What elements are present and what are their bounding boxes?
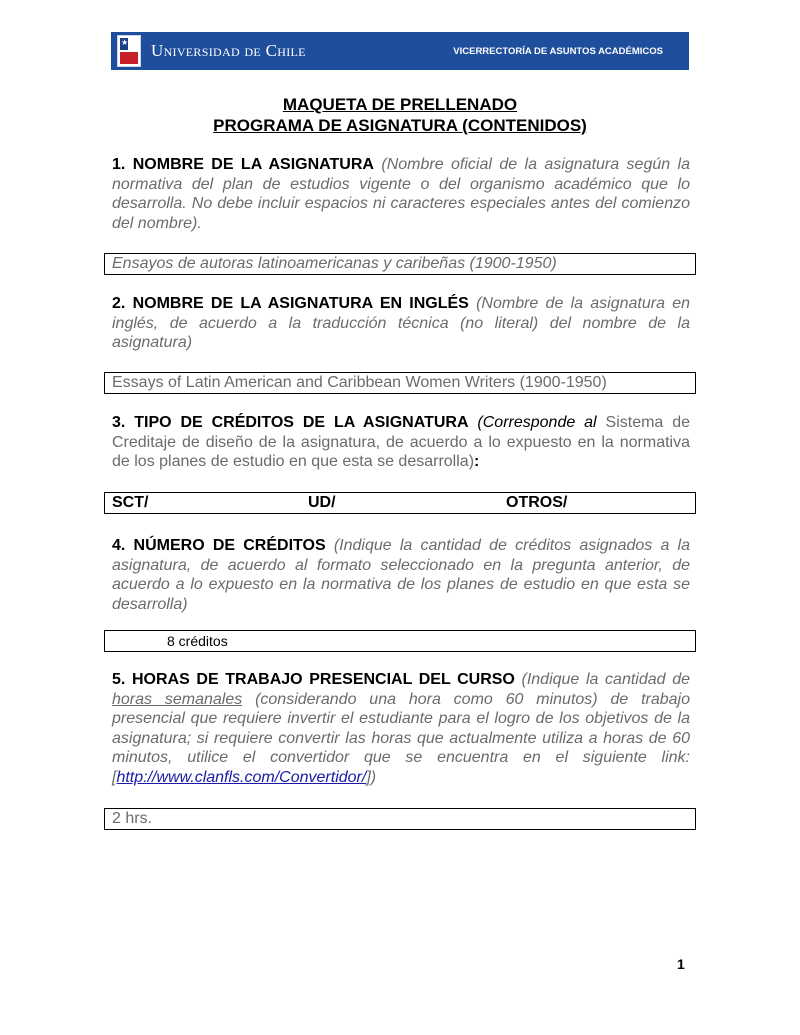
section-5-note-a: (Indique la cantidad de xyxy=(521,671,690,688)
weekly-hours-value: 2 hrs. xyxy=(112,810,153,827)
section-4 xyxy=(112,536,690,614)
section-5-heading: 5. HORAS DE TRABAJO PRESENCIAL DEL CURSO xyxy=(112,671,515,688)
section-4-heading: 4. NÚMERO DE CRÉDITOS xyxy=(112,537,326,554)
credit-type-field[interactable] xyxy=(104,492,696,514)
credit-type-sct[interactable]: SCT/ xyxy=(112,494,149,511)
section-3-note: Sistema de Creditaje de diseño de la asignatura, de acuerdo a lo expuesto en la normativa de los planes de estudio en que esta se desarrolla) xyxy=(112,414,691,470)
document-title-line1: MAQUETA DE PRELLENADO xyxy=(282,95,518,114)
section-5-note-underlined: horas semanales xyxy=(112,690,243,708)
course-name-english-field[interactable] xyxy=(104,372,696,394)
credits-number-value: 8 créditos xyxy=(167,633,228,649)
university-crest-icon: ★ xyxy=(117,35,141,67)
credit-type-otros[interactable]: OTROS/ xyxy=(506,494,568,511)
section-2-heading: 2. NOMBRE DE LA ASIGNATURA EN INGLÉS xyxy=(112,295,469,312)
department-name: VICERRECTORÍA DE ASUNTOS ACADÉMICOS xyxy=(453,45,663,57)
course-name-field[interactable] xyxy=(104,253,696,275)
document-title-line2: PROGRAMA DE ASIGNATURA (CONTENIDOS) xyxy=(213,116,587,135)
section-2-note: (Nombre de la asignatura en inglés, de acuerdo a la traducción técnica (no literal) del nombre de la asignatura) xyxy=(112,295,690,351)
course-name-value: Ensayos de autoras latinoamericanas y caribeñas (1900-1950) xyxy=(112,255,557,272)
section-1 xyxy=(112,155,690,233)
section-3-note-lead: (Corresponde al xyxy=(477,414,597,431)
weekly-hours-field[interactable] xyxy=(104,808,696,830)
credits-number-field[interactable] xyxy=(104,630,696,652)
university-name: Universidad de Chile xyxy=(151,41,306,60)
section-2 xyxy=(112,294,690,353)
section-3-colon: : xyxy=(474,453,480,470)
section-5 xyxy=(112,670,690,787)
credit-type-ud[interactable]: UD/ xyxy=(308,494,336,511)
section-5-note-c: ]) xyxy=(366,768,377,786)
header-banner xyxy=(111,32,689,70)
section-3 xyxy=(112,413,690,472)
course-name-english-value: Essays of Latin American and Caribbean Women Writers (1900-1950) xyxy=(112,374,607,391)
section-1-note: (Nombre oficial de la asignatura según la normativa del plan de estudios vigente o del organismo académico que lo desarrolla. No debe incluir espacios ni caracteres especiales antes del comienzo del nombre). xyxy=(112,156,691,232)
section-1-heading: 1. NOMBRE DE LA ASIGNATURA xyxy=(112,156,374,173)
converter-link[interactable]: http://www.clanfls.com/Convertidor/ xyxy=(116,768,367,786)
section-3-heading: 3. TIPO DE CRÉDITOS DE LA ASIGNATURA xyxy=(112,414,469,431)
section-4-note: (Indique la cantidad de créditos asignados a la asignatura, de acuerdo al formato seleccionado en la pregunta anterior, de acuerdo a lo expuesto en la normativa de los planes de estudio en que esta se desarrolla) xyxy=(112,537,690,613)
section-5-note-b: (considerando una hora como 60 minutos) de trabajo presencial que requiere invertir el estudiante para el logro de los objetivos de la asignatura; si requiere convertir las horas que actualmente utiliza a horas de 60 minutos, utilice el convertidor que se encuentra en el siguiente link: [ xyxy=(112,690,691,786)
page-number: 1 xyxy=(677,956,685,972)
